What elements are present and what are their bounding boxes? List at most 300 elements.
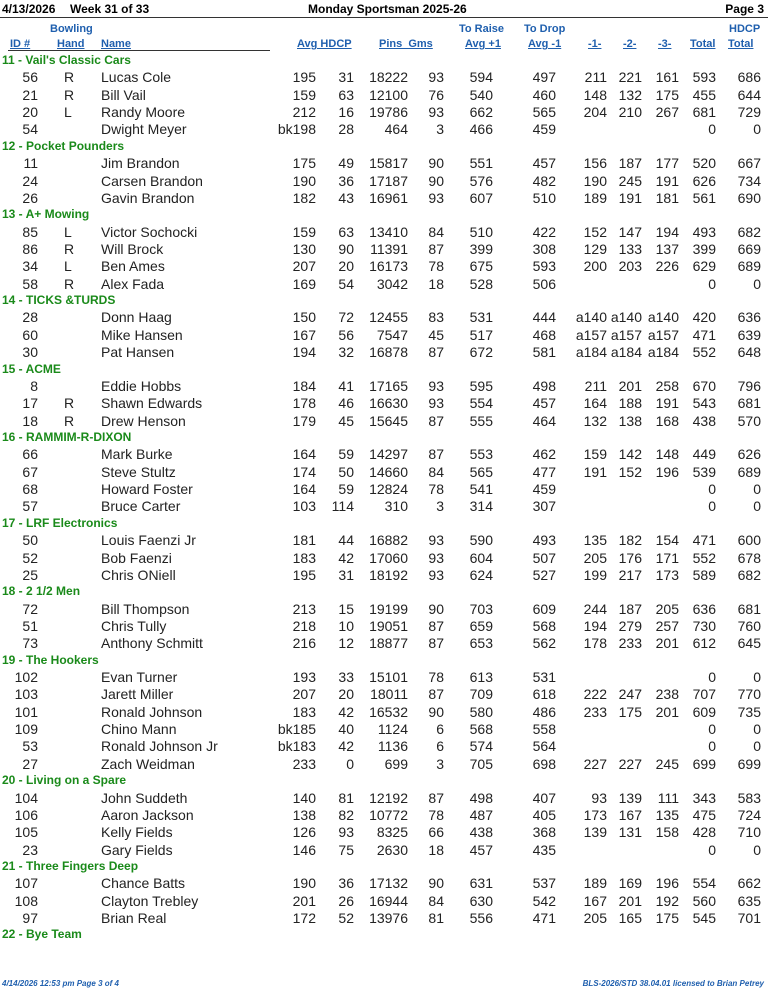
cell-g2: a184 xyxy=(610,344,642,361)
report-week: Week 31 of 33 xyxy=(70,2,150,16)
cell-total: 428 xyxy=(692,824,716,841)
cell-avg: 164 xyxy=(292,481,316,498)
cell-pins: 1136 xyxy=(377,738,408,755)
cell-raise: 580 xyxy=(469,703,493,720)
player-row xyxy=(0,327,768,345)
col-to-raise: To Raise xyxy=(459,23,505,35)
cell-total: 471 xyxy=(692,326,716,343)
cell-hdcp: 40 xyxy=(338,721,354,738)
cell-name: Jim Brandon xyxy=(101,155,180,172)
cell-gms: 90 xyxy=(428,703,444,720)
cell-total: 730 xyxy=(692,617,716,634)
cell-gms: 3 xyxy=(436,121,444,138)
cell-gms: 87 xyxy=(428,241,444,257)
cell-raise: 595 xyxy=(469,377,493,394)
cell-gms: 93 xyxy=(428,189,444,206)
cell-avg: 179 xyxy=(292,412,316,429)
player-row xyxy=(0,756,768,774)
col-game1: -1- xyxy=(588,38,602,50)
cell-hdcp: 15 xyxy=(338,600,354,617)
cell-id: 18 xyxy=(22,412,38,429)
col-avg-hdcp: Avg HDCP xyxy=(297,38,352,50)
cell-avg: 183 xyxy=(292,703,316,720)
cell-id: 26 xyxy=(22,189,38,206)
cell-pins: 18877 xyxy=(369,635,408,652)
cell-hdcp: 75 xyxy=(338,841,354,858)
cell-g1: a157 xyxy=(575,326,607,343)
cell-drop: 444 xyxy=(532,309,556,326)
cell-total: 475 xyxy=(692,806,716,823)
cell-id: 97 xyxy=(22,910,38,927)
footer-timestamp: 4/14/2026 12:53 pm Page 3 of 4 xyxy=(2,979,119,988)
cell-pins: 15101 xyxy=(369,669,408,686)
cell-pins: 18192 xyxy=(369,566,408,583)
cell-g3: 201 xyxy=(655,635,679,652)
cell-avg: 126 xyxy=(292,824,316,841)
cell-id: 85 xyxy=(22,223,38,240)
cell-raise: 594 xyxy=(469,69,493,86)
cell-avg: 182 xyxy=(292,189,316,206)
player-row xyxy=(0,721,768,739)
cell-avg: 190 xyxy=(292,172,316,189)
cell-drop: 407 xyxy=(532,789,556,806)
cell-htotal: 648 xyxy=(737,344,761,361)
cell-g3: a157 xyxy=(647,326,679,343)
team-header: 12 - Pocket Pounders xyxy=(2,138,125,153)
cell-g2: 210 xyxy=(618,104,642,121)
cell-total: 629 xyxy=(692,258,716,275)
cell-raise: 555 xyxy=(469,412,493,429)
cell-drop: 565 xyxy=(532,104,556,121)
player-row xyxy=(0,532,768,550)
cell-hand: L xyxy=(64,104,72,121)
cell-drop: 497 xyxy=(532,69,556,86)
col-name: Name xyxy=(101,38,131,50)
cell-g3: 257 xyxy=(655,617,679,634)
cell-total: 560 xyxy=(692,892,716,909)
col-avg-plus: Avg +1 xyxy=(465,38,501,50)
cell-name: Jarett Miller xyxy=(101,686,174,703)
team-header: 20 - Living on a Spare xyxy=(2,773,127,788)
footer-license: BLS-2026/STD 38.04.01 licensed to Brian Petrey xyxy=(582,979,764,988)
cell-hdcp: 0 xyxy=(346,755,354,772)
cell-g2: 147 xyxy=(618,223,642,240)
cell-g2: 201 xyxy=(618,377,642,394)
cell-g2: 152 xyxy=(618,463,642,480)
cell-total: 552 xyxy=(692,549,716,566)
cell-g1: 129 xyxy=(583,241,607,257)
cell-drop: 537 xyxy=(532,875,556,892)
cell-htotal: 681 xyxy=(737,600,761,617)
cell-hdcp: 12 xyxy=(338,635,354,652)
report-date: 4/13/2026 xyxy=(2,2,56,16)
cell-name: Zach Weidman xyxy=(101,755,195,772)
cell-pins: 16878 xyxy=(369,344,408,361)
cell-pins: 19199 xyxy=(369,600,408,617)
cell-raise: 551 xyxy=(469,155,493,172)
cell-id: 25 xyxy=(22,566,38,583)
col-bowling: Bowling xyxy=(50,23,93,35)
cell-g1: 222 xyxy=(583,686,607,703)
cell-htotal: 644 xyxy=(737,86,761,103)
cell-g3: 267 xyxy=(655,104,679,121)
cell-pins: 464 xyxy=(384,121,408,138)
col-hand: Hand xyxy=(57,38,85,50)
cell-drop: 562 xyxy=(532,635,556,652)
cell-drop: 307 xyxy=(532,498,556,515)
cell-total: 0 xyxy=(708,481,716,498)
cell-avg: 150 xyxy=(292,309,316,326)
cell-hand: L xyxy=(64,258,72,275)
cell-drop: 308 xyxy=(532,241,556,257)
cell-id: 28 xyxy=(22,309,38,326)
cell-g3: 135 xyxy=(655,806,679,823)
cell-hdcp: 90 xyxy=(338,241,354,257)
cell-pins: 10772 xyxy=(369,806,408,823)
cell-raise: 672 xyxy=(469,344,493,361)
cell-gms: 3 xyxy=(436,498,444,515)
cell-drop: 510 xyxy=(532,189,556,206)
cell-name: Victor Sochocki xyxy=(101,223,198,240)
cell-pins: 12824 xyxy=(369,481,408,498)
cell-hdcp: 20 xyxy=(338,686,354,703)
cell-gms: 78 xyxy=(428,806,444,823)
cell-name: Randy Moore xyxy=(101,104,186,121)
cell-g1: 132 xyxy=(583,412,607,429)
cell-htotal: 636 xyxy=(737,309,761,326)
cell-gms: 93 xyxy=(428,532,444,549)
cell-gms: 87 xyxy=(428,344,444,361)
cell-g2: a140 xyxy=(610,309,642,326)
cell-raise: 487 xyxy=(469,806,493,823)
cell-g3: 137 xyxy=(655,241,679,257)
cell-g1: 178 xyxy=(583,635,607,652)
cell-id: 52 xyxy=(22,549,38,566)
cell-g2: 247 xyxy=(618,686,642,703)
cell-raise: 556 xyxy=(469,910,493,927)
cell-pins: 19051 xyxy=(369,617,408,634)
cell-name: John Suddeth xyxy=(101,789,188,806)
cell-drop: 477 xyxy=(532,463,556,480)
cell-name: Mark Burke xyxy=(101,446,173,463)
cell-htotal: 724 xyxy=(737,806,761,823)
cell-g1: 93 xyxy=(591,789,607,806)
player-row xyxy=(0,704,768,722)
cell-pins: 7547 xyxy=(376,326,408,343)
cell-avg: 159 xyxy=(292,223,316,240)
cell-avg: 195 xyxy=(292,69,316,86)
cell-name: Anthony Schmitt xyxy=(101,635,203,652)
cell-hdcp: 36 xyxy=(338,172,354,189)
cell-drop: 457 xyxy=(532,395,556,412)
cell-drop: 459 xyxy=(532,121,556,138)
cell-total: 609 xyxy=(692,703,716,720)
cell-total: 0 xyxy=(708,275,716,292)
cell-htotal: 0 xyxy=(753,481,761,498)
cell-total: 0 xyxy=(708,121,716,138)
cell-pins: 16882 xyxy=(369,532,408,549)
cell-total: 0 xyxy=(708,841,716,858)
cell-hdcp: 72 xyxy=(338,309,354,326)
cell-hdcp: 43 xyxy=(338,189,354,206)
col-total: Total xyxy=(690,38,716,50)
cell-name: Ben Ames xyxy=(101,258,165,275)
cell-g2: 176 xyxy=(618,549,642,566)
cell-gms: 81 xyxy=(428,910,444,927)
cell-total: 561 xyxy=(692,189,716,206)
player-row xyxy=(0,190,768,208)
col-hdcp-total: Total xyxy=(728,38,754,50)
cell-avg: 178 xyxy=(292,395,316,412)
cell-drop: 368 xyxy=(532,824,556,841)
col-avg-minus: Avg -1 xyxy=(528,38,562,50)
cell-raise: 607 xyxy=(469,189,493,206)
cell-hdcp: 16 xyxy=(338,104,354,121)
cell-total: 420 xyxy=(692,309,716,326)
cell-raise: 624 xyxy=(469,566,493,583)
cell-name: Gary Fields xyxy=(101,841,173,858)
cell-id: 109 xyxy=(14,721,38,738)
cell-g3: 171 xyxy=(655,549,679,566)
team-header: 13 - A+ Mowing xyxy=(2,207,90,222)
cell-pins: 18222 xyxy=(369,69,408,86)
team-header: 15 - ACME xyxy=(2,361,61,376)
cell-name: Chino Mann xyxy=(101,721,177,738)
cell-pins: 699 xyxy=(384,755,408,772)
cell-gms: 87 xyxy=(428,635,444,652)
cell-name: Bruce Carter xyxy=(101,498,181,515)
cell-gms: 45 xyxy=(428,326,444,343)
cell-drop: 422 xyxy=(532,223,556,240)
cell-id: 54 xyxy=(22,121,38,138)
cell-name: Evan Turner xyxy=(101,669,178,686)
cell-pins: 18011 xyxy=(370,686,408,703)
cell-htotal: 639 xyxy=(737,326,761,343)
player-row xyxy=(0,824,768,842)
cell-gms: 87 xyxy=(428,686,444,703)
cell-avg: 213 xyxy=(292,600,316,617)
cell-raise: 613 xyxy=(469,669,493,686)
cell-total: 552 xyxy=(692,344,716,361)
cell-id: 57 xyxy=(22,498,38,515)
cell-raise: 540 xyxy=(469,86,493,103)
cell-g1: 159 xyxy=(583,446,607,463)
cell-avg: 175 xyxy=(292,155,316,172)
cell-raise: 604 xyxy=(469,549,493,566)
cell-id: 67 xyxy=(22,463,38,480)
cell-id: 30 xyxy=(22,344,38,361)
cell-hdcp: 28 xyxy=(338,121,354,138)
cell-pins: 14660 xyxy=(369,463,408,480)
cell-g3: 168 xyxy=(655,412,679,429)
cell-gms: 78 xyxy=(428,669,444,686)
cell-avg: 207 xyxy=(292,258,316,275)
cell-g3: 173 xyxy=(655,566,679,583)
cell-htotal: 681 xyxy=(737,395,761,412)
player-row xyxy=(0,498,768,516)
player-row xyxy=(0,790,768,808)
player-row xyxy=(0,550,768,568)
cell-drop: 527 xyxy=(532,566,556,583)
cell-avg: 103 xyxy=(292,498,316,515)
cell-hdcp: 63 xyxy=(338,86,354,103)
cell-g1: 199 xyxy=(583,566,607,583)
cell-htotal: 682 xyxy=(737,566,761,583)
cell-raise: 590 xyxy=(469,532,493,549)
cell-drop: 593 xyxy=(532,258,556,275)
cell-name: Clayton Trebley xyxy=(101,892,199,909)
cell-total: 589 xyxy=(692,566,716,583)
cell-g1: a140 xyxy=(575,309,607,326)
cell-raise: 653 xyxy=(469,635,493,652)
cell-htotal: 735 xyxy=(737,703,761,720)
cell-g2: 175 xyxy=(618,703,642,720)
cell-id: 23 xyxy=(22,841,38,858)
cell-name: Howard Foster xyxy=(101,481,193,498)
cell-total: 593 xyxy=(692,69,716,86)
cell-g1: 189 xyxy=(583,875,607,892)
cell-htotal: 796 xyxy=(737,377,761,394)
cell-pins: 15645 xyxy=(369,412,408,429)
cell-g1: 164 xyxy=(583,395,607,412)
cell-name: Pat Hansen xyxy=(101,344,175,361)
cell-total: 670 xyxy=(692,377,716,394)
cell-gms: 78 xyxy=(428,258,444,275)
cell-drop: 468 xyxy=(532,326,556,343)
cell-avg: 218 xyxy=(292,617,316,634)
cell-g2: a157 xyxy=(610,326,642,343)
player-row xyxy=(0,738,768,756)
cell-total: 493 xyxy=(692,223,716,240)
cell-htotal: 645 xyxy=(737,635,761,652)
cell-drop: 698 xyxy=(532,755,556,772)
cell-g2: 132 xyxy=(618,86,642,103)
cell-htotal: 0 xyxy=(753,738,761,755)
cell-g1: 227 xyxy=(583,755,607,772)
cell-drop: 542 xyxy=(532,892,556,909)
cell-drop: 558 xyxy=(532,721,556,738)
cell-htotal: 0 xyxy=(753,721,761,738)
cell-total: 0 xyxy=(708,738,716,755)
cell-g1: 173 xyxy=(583,806,607,823)
cell-avg: 138 xyxy=(292,806,316,823)
player-row xyxy=(0,618,768,636)
cell-hdcp: 44 xyxy=(338,532,354,549)
cell-htotal: 662 xyxy=(737,875,761,892)
cell-pins: 1124 xyxy=(377,721,408,738)
cell-name: Eddie Hobbs xyxy=(101,377,182,394)
cell-gms: 87 xyxy=(428,789,444,806)
cell-pins: 310 xyxy=(384,498,408,515)
cell-htotal: 682 xyxy=(737,223,761,240)
cell-g1: 205 xyxy=(583,910,607,927)
cell-pins: 16961 xyxy=(369,189,408,206)
cell-g3: 175 xyxy=(655,86,679,103)
player-row xyxy=(0,567,768,585)
cell-g1: 204 xyxy=(583,104,607,121)
cell-avg: 181 xyxy=(292,532,316,549)
cell-avg: 169 xyxy=(292,275,316,292)
cell-avg: 194 xyxy=(292,344,316,361)
cell-htotal: 570 xyxy=(737,412,761,429)
cell-id: 21 xyxy=(22,86,38,103)
cell-g1: 190 xyxy=(583,172,607,189)
cell-htotal: 0 xyxy=(753,669,761,686)
cell-raise: 531 xyxy=(469,309,493,326)
cell-gms: 93 xyxy=(428,566,444,583)
cell-name: Ronald Johnson xyxy=(101,703,203,720)
cell-gms: 93 xyxy=(428,377,444,394)
cell-name: Steve Stultz xyxy=(101,463,176,480)
cell-avg: 172 xyxy=(292,910,316,927)
cell-gms: 78 xyxy=(428,481,444,498)
cell-raise: 510 xyxy=(469,223,493,240)
cell-hdcp: 46 xyxy=(338,395,354,412)
cell-g2: 165 xyxy=(618,910,642,927)
cell-g1: 189 xyxy=(583,189,607,206)
cell-htotal: 678 xyxy=(737,549,761,566)
cell-gms: 90 xyxy=(428,600,444,617)
cell-total: 612 xyxy=(692,635,716,652)
cell-hand: R xyxy=(64,241,75,257)
cell-g1: 139 xyxy=(583,824,607,841)
cell-drop: 507 xyxy=(532,549,556,566)
cell-id: 58 xyxy=(22,275,38,292)
cell-gms: 84 xyxy=(428,223,444,240)
col-game3: -3- xyxy=(658,38,672,50)
cell-raise: 466 xyxy=(469,121,493,138)
player-row xyxy=(0,464,768,482)
cell-hdcp: 31 xyxy=(338,69,354,86)
cell-g1: 233 xyxy=(583,703,607,720)
cell-hdcp: 41 xyxy=(338,377,354,394)
report-title: Monday Sportsman 2025-26 xyxy=(308,2,467,16)
player-row xyxy=(0,241,768,259)
cell-drop: 471 xyxy=(532,910,556,927)
cell-id: 24 xyxy=(22,172,38,189)
cell-drop: 568 xyxy=(532,617,556,634)
cell-raise: 314 xyxy=(469,498,493,515)
player-row xyxy=(0,395,768,413)
team-header: 16 - RAMMIM-R-DIXON xyxy=(2,429,132,444)
cell-raise: 705 xyxy=(469,755,493,772)
cell-id: 34 xyxy=(22,258,38,275)
cell-g2: 188 xyxy=(618,395,642,412)
cell-gms: 83 xyxy=(428,309,444,326)
cell-gms: 87 xyxy=(428,617,444,634)
cell-drop: 498 xyxy=(532,377,556,394)
player-row xyxy=(0,842,768,860)
cell-avg: 184 xyxy=(292,377,316,394)
player-row xyxy=(0,378,768,396)
cell-raise: 568 xyxy=(469,721,493,738)
col-hdcp: HDCP xyxy=(729,23,761,35)
player-row xyxy=(0,309,768,327)
cell-hdcp: 63 xyxy=(338,223,354,240)
cell-hand: R xyxy=(64,275,75,292)
player-row xyxy=(0,686,768,704)
cell-total: 707 xyxy=(692,686,716,703)
cell-gms: 93 xyxy=(428,549,444,566)
cell-g2: 201 xyxy=(618,892,642,909)
cell-g3: a140 xyxy=(647,309,679,326)
cell-id: 108 xyxy=(14,892,38,909)
cell-name: Chance Batts xyxy=(101,875,186,892)
cell-hand: R xyxy=(64,395,75,412)
cell-g3: 191 xyxy=(655,172,679,189)
cell-htotal: 635 xyxy=(737,892,761,909)
cell-pins: 17132 xyxy=(369,875,408,892)
